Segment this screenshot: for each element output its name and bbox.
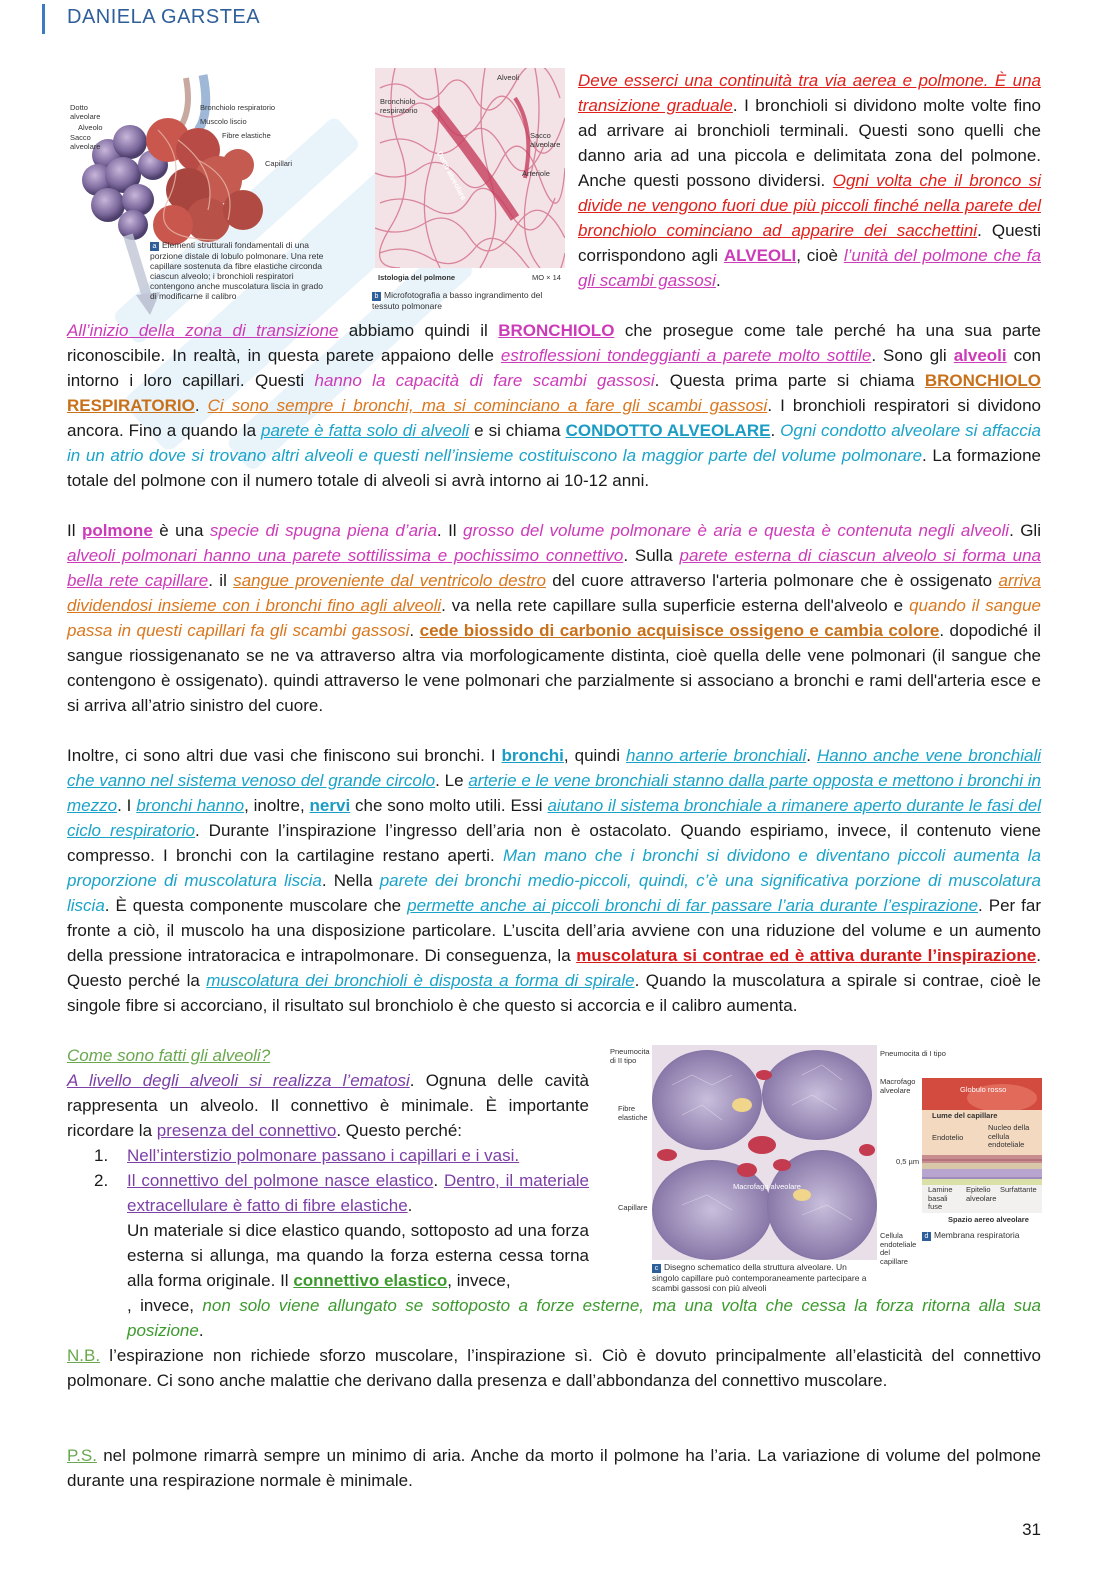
- page-number: 31: [1022, 1520, 1041, 1539]
- fig2-title: Istologia del polmone: [378, 273, 456, 282]
- fig3-badge: c: [652, 1264, 661, 1273]
- fig1-caption: a Elementi strutturali fondamentali di una porzione distale di lobulo polmonare. Una rete capillare sostenuta da fibre elastiche circonda ciascun alveolo; i bronchioli respiratori contengono anche muscolatura liscia in grado di modificarne il calibro: [150, 240, 324, 301]
- fig3-label: Fibre elastiche: [618, 1104, 648, 1122]
- fig3-label: Pneumocita di II tipo: [610, 1047, 650, 1065]
- fig1-label: Fibre elastiche: [222, 131, 271, 140]
- fig3-label: Capillare: [618, 1203, 648, 1212]
- fig4-label: Lume del capillare: [932, 1111, 998, 1120]
- paragraph-bronchiole: All’inizio della zona di transizione abbiamo quindi il BRONCHIOLO che prosegue come tale perché ha una sua parte riconoscibile. In realtà, in questa parete appaiono delle estroflessioni tondeggianti a parete molto sottile. Sono gli alveoli con intorno i loro capillari. Questi hanno la capacità di fare scambi gassosi. Questa prima parte si chiama BRONCHIOLO RESPIRATORIO. Ci sono sempre i bronchi, ma si cominciano a fare gli scambi gassosi. I bronchioli respiratori si dividono ancora. Fino a quando la parete è fatta solo di alveoli e si chiama CONDOTTO ALVEOLARE. Ogni condotto alveolare si affaccia in un atrio dove si trovano altri alveoli e questi nell’insieme costituiscono la maggior parte del volume polmonare. La formazione totale del polmone con il numero totale di alveoli si avrà intorno ai 10-12 anni.: [67, 321, 1042, 490]
- fig2-label: Alveoli: [497, 73, 520, 82]
- fig2-caption: b Microfotografia a basso ingrandimento del tessuto polmonare: [372, 290, 543, 311]
- fig4-label: Endotelio: [932, 1133, 964, 1142]
- fig2-label: Sacco alveolare: [530, 131, 561, 149]
- fig1-label: Capillari: [265, 159, 293, 168]
- fig1-label: Alveolo: [78, 123, 103, 132]
- fig3-label: Macrofago alveolare: [733, 1182, 801, 1191]
- fig1-label: Sacco alveolare: [70, 133, 101, 151]
- fig3-caption: c Disegno schematico della struttura alveolare. Un singolo capillare può contemporaneamente partecipare a scambi gassosi con più alveoli: [652, 1262, 867, 1293]
- paragraph-nb: N.B. l’espirazione non richiede sforzo muscolare, l’inspirazione sì. Ciò è dovuto principalmente all’elasticità del connettivo polmonare. Ci sono anche malattie che derivano dalla presenza e dall’abbondanza del connettivo muscolare.: [67, 1346, 1041, 1390]
- paragraph-lung: Il polmone è una specie di spugna piena d’aria. Il grosso del volume polmonare è aria e questa è contenuta negli alveoli. Gli alveoli polmonari hanno una parete sottilissima e pochissimo connettivo. Sulla parete esterna di ciascun alveolo si forma una bella rete capillare. il sangue proveniente dal ventricolo destro del cuore attraverso l'arteria polmonare che è ossigenato arriva dividendosi insieme con i bronchi fino agli alveoli. va nella rete capillare sulla superficie esterna dell'alveolo e quando il sangue passa in questi capillari fa gli scambi gassosi. cede biossido di carbonio acquisisce ossigeno e cambia colore. dopodiché il sangue riossigenanato se ne va attraverso altra via morfologicamente distinta, cioè quella delle vene polmonari (il sangue che contengono è ossigenato). quindi attraverso le vene polmonari che parzialmente si associano a bronchi e rami dell'arteria esce e si arriva all’atrio sinistro del cuore.: [67, 521, 1042, 715]
- fig4-label: Nucleo della cellula endoteliale: [988, 1123, 1030, 1149]
- elastic-definition-part1: Un materiale si dice elastico quando, sottoposto ad una forza esterna si allunga, ma quando la forza esterna cessa torna alla forma originale. Il connettivo elastico, invece,: [127, 1221, 589, 1290]
- fig4-label: Epitelio alveolare: [966, 1185, 997, 1203]
- fig4-label: Surfattante: [1000, 1185, 1037, 1194]
- alveoli-question: Come sono fatti gli alveoli?: [67, 1046, 271, 1065]
- fig4-label: 0,5 µm: [896, 1157, 920, 1166]
- fig4-caption: d Membrana respiratoria: [922, 1230, 1042, 1241]
- fig4-badge: d: [922, 1232, 931, 1241]
- list-item-1: Nell’interstizio polmonare passano i capillari e i vasi.: [127, 1146, 520, 1165]
- fig1-label: Dotto alveolare: [70, 103, 101, 121]
- fig2-label: Bronchiolo respiratorio: [380, 97, 418, 115]
- fig4-label: Globulo rosso: [960, 1085, 1007, 1094]
- paragraph-bronchi: Inoltre, ci sono altri due vasi che finiscono sui bronchi. I bronchi, quindi hanno arterie bronchiali. Hanno anche vene bronchiali che vanno nel sistema venoso del grande circolo. Le arterie e le vene bronchiali stanno dalla parte opposta e mettono i bronchi in mezzo. I bronchi hanno, inoltre, nervi che sono molto utili. Essi aiutano il sistema bronchiale a rimanere aperto durante le fasi del ciclo respiratorio. Durante l’inspirazione l’ingresso dell’aria non è ostacolato. Quando espiriamo, invece, il contenuto viene compresso. I bronchi con la cartilagine restano aperti. Man mano che i bronchi si dividono e diventano piccoli aumenta la proporzione di muscolatura liscia. Nella parete dei bronchi medio-piccoli, quindi, c’è una significativa porzione di muscolatura liscia. È questa componente muscolare che permette anche ai piccoli bronchi di far passare l’aria durante l’espirazione. Per far fronte a ciò, il muscolo ha una disposizione particolare. L’uscita dell’aria avviene con una riduzione del volume e un aumento della pressione intratoracica e intrapolmonare. Di conseguenza, la muscolatura si contrae ed è attiva durante l’inspirazione. Questo perché la muscolatura dei bronchioli è disposta a forma di spirale. Quando la muscolatura a spirale si contrae, cioè le singole fibre si accorciano, il risultato sul bronchiolo è che questo si accorcia e il calibro aumenta.: [67, 746, 1042, 1015]
- fig3-label: Cellula endoteliale del capillare: [880, 1231, 917, 1266]
- fig2-mag: MO × 14: [532, 273, 561, 282]
- fig1-label: Muscolo liscio: [200, 117, 247, 126]
- paragraph-alveoli: A livello degli alveoli si realizza l’ematosi. Ognuna delle cavità rappresenta un alveolo. Il connettivo è minimale. È importante ricordare la presenza del connettivo. Questo perché:: [67, 1071, 590, 1140]
- list-number-2: 2.: [94, 1171, 109, 1190]
- paragraph-ps: P.S. nel polmone rimarrà sempre un minimo di aria. Anche da morto il polmone ha l’aria. La variazione di volume del polmone durante una respirazione normale è minimale.: [67, 1446, 1041, 1490]
- alveolar-structure-illustration: [652, 1045, 877, 1260]
- fig1-badge: a: [150, 242, 159, 251]
- header-accent-bar: [42, 4, 45, 34]
- list-number-1: 1.: [94, 1146, 109, 1165]
- header-author: DANIELA GARSTEA: [67, 6, 261, 28]
- fig2-label: Arteriole: [522, 169, 550, 178]
- list-item-2: Il connettivo del polmone nasce elastico. Dentro, il materiale extracellulare è fatto di fibre elastiche.: [127, 1171, 590, 1215]
- elastic-definition-part2: , invece, non solo viene allungato se sottoposto a forze esterne, ma una volta che cessa la forza ritorna alla sua posizione.: [127, 1296, 1041, 1340]
- fig3-label: Pneumocita di I tipo: [880, 1049, 946, 1058]
- fig3-label: Macrofago alveolare: [880, 1077, 916, 1095]
- fig4-label: Lamine basali fuse: [928, 1185, 953, 1211]
- fig1-label: Bronchiolo respiratorio: [200, 103, 276, 112]
- fig4-label: Spazio aereo alveolare: [948, 1215, 1029, 1224]
- fig2-label: Dotto alveolare: [434, 149, 469, 202]
- paragraph-continuity: Deve esserci una continuità tra via aerea e polmone. È una transizione graduale. I bronchioli si dividono molte volte fino ad arrivare ai bronchioli terminali. Questi sono quelli che danno aria ad una piccola e delimitata zona del polmone. Anche questi possono dividersi. Ogni volta che il bronco si divide ne vengono fuori due più piccoli finché nella parete del bronchiolo cominciano ad apparire dei sacchettini. Questi corrispondono agli ALVEOLI, cioè l’unità del polmone che fa gli scambi gassosi.: [578, 71, 1042, 290]
- fig2-badge: b: [372, 292, 381, 301]
